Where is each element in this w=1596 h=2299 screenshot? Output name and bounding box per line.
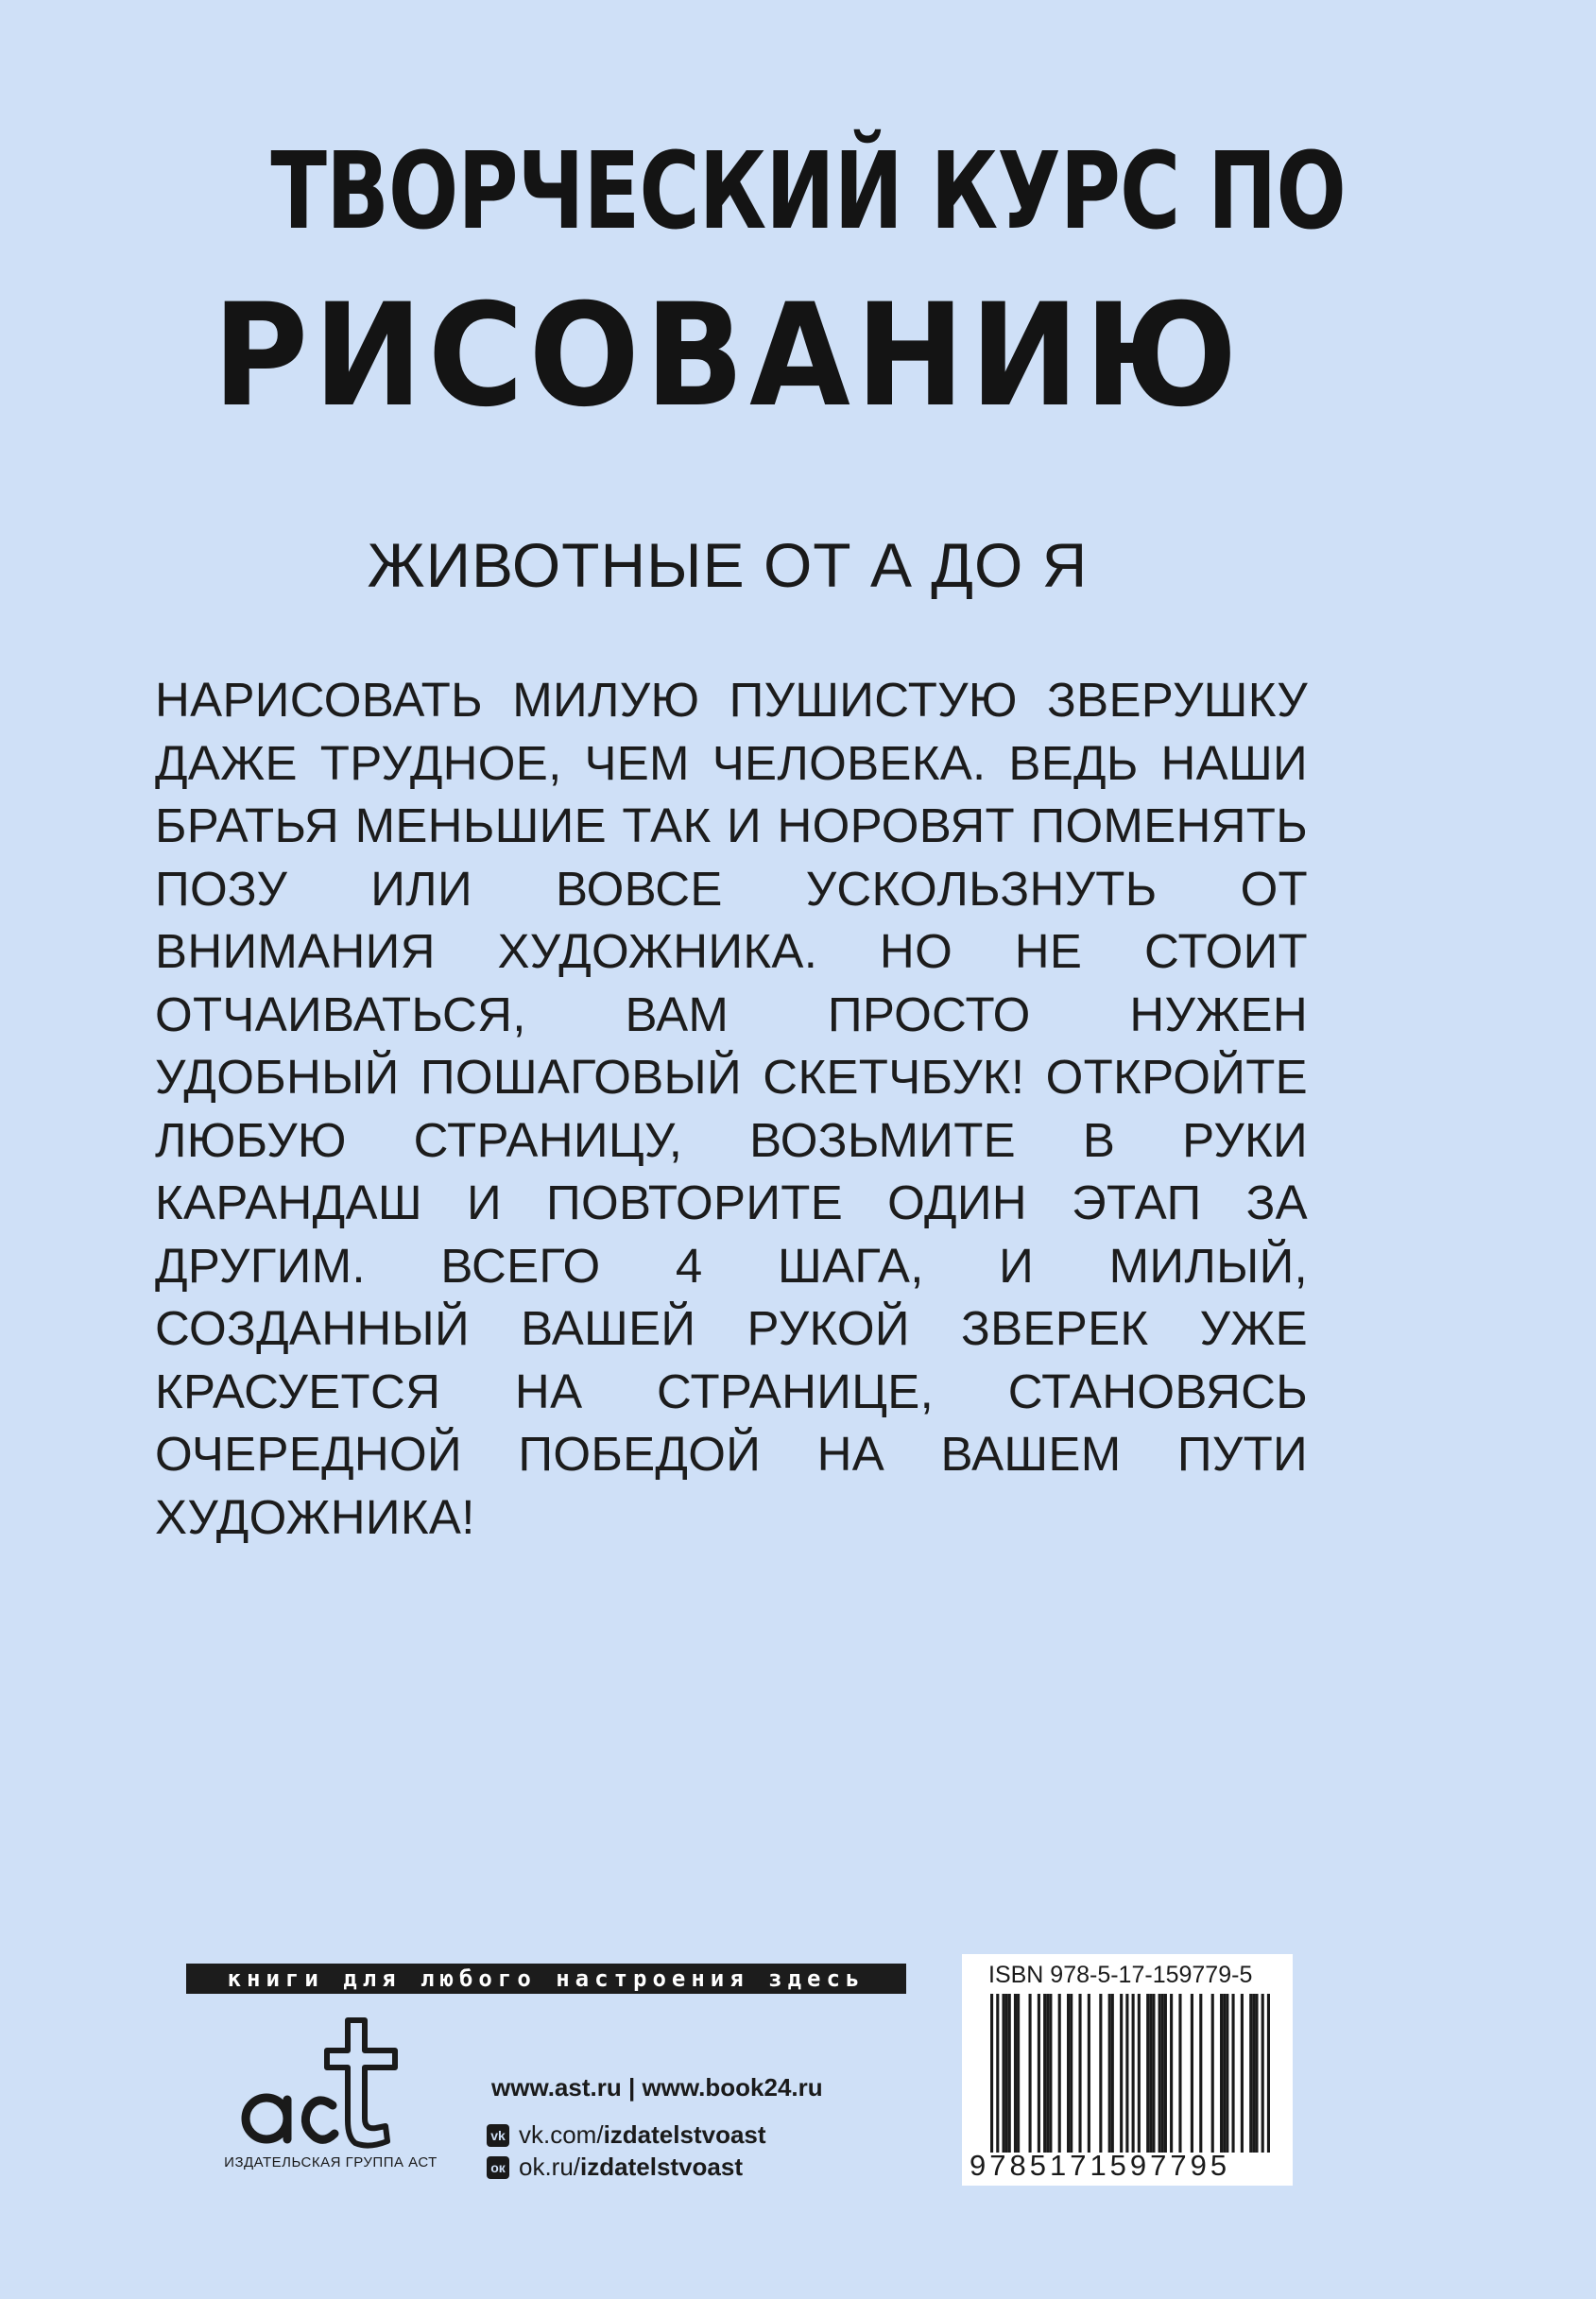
barcode-bar (1111, 1994, 1114, 2153)
ok-handle: izdatelstvoast (580, 2153, 743, 2181)
barcode-bar (1017, 1994, 1020, 2153)
barcode-bar (1223, 1994, 1226, 2153)
barcode-bar (1211, 1994, 1214, 2153)
barcode-bar (1038, 1994, 1040, 2153)
barcode-bar (990, 1994, 993, 2153)
ok-prefix: ok.ru/ (519, 2153, 581, 2181)
barcode-bar (1149, 1994, 1152, 2153)
book-title-line-1: ТВОРЧЕСКИЙ КУРС ПО (270, 130, 1346, 253)
barcode-bar (1014, 1994, 1017, 2153)
book-subtitle: ЖИВОТНЫЕ ОТ А ДО Я (367, 530, 1089, 600)
ok-icon: ок (487, 2156, 509, 2179)
slogan-text: книги для любого настроения здесь (227, 1965, 866, 1992)
barcode-bar (1220, 1994, 1223, 2153)
barcode-bar (1005, 1994, 1008, 2153)
barcode-bar (1146, 1994, 1149, 2153)
ok-link[interactable] (487, 2153, 743, 2182)
barcode-bar (1108, 1994, 1111, 2153)
isbn-label: ISBN 978-5-17-159779-5 (988, 1962, 1253, 1988)
publisher-websites[interactable]: www.ast.ru | www.book24.ru (491, 2073, 823, 2102)
ast-logo-icon (227, 2013, 416, 2154)
barcode-bar (1029, 1994, 1032, 2153)
barcode-bar (1199, 1994, 1202, 2153)
barcode-bar (1138, 1994, 1141, 2153)
barcode-bar (1249, 1994, 1252, 2153)
barcode-bar (1120, 1994, 1123, 2153)
barcode-bar (1161, 1994, 1164, 2153)
barcode-bar (1088, 1994, 1090, 2153)
barcode-bar (1191, 1994, 1193, 2153)
barcode-bar (1046, 1994, 1049, 2153)
barcode-bar (1226, 1994, 1228, 2153)
barcode-bar (1008, 1994, 1011, 2153)
barcode-bar (1049, 1994, 1052, 2153)
vk-prefix: vk.com/ (519, 2120, 604, 2149)
barcode-bar (1170, 1994, 1173, 2153)
barcode-bar (1231, 1994, 1234, 2153)
barcode-bar (1043, 1994, 1046, 2153)
barcode-bar (1067, 1994, 1070, 2153)
barcode-bar (1241, 1994, 1244, 2153)
barcode-bar (1125, 1994, 1128, 2153)
barcode-bar (1267, 1994, 1270, 2153)
barcode-bar (1070, 1994, 1073, 2153)
barcode-bar (1158, 1994, 1161, 2153)
barcode-bar (996, 1994, 999, 2153)
barcode-bar (1261, 1994, 1264, 2153)
isbn-barcode-block (962, 1954, 1293, 2186)
barcode-bar (1132, 1994, 1135, 2153)
vk-icon: vk (487, 2124, 509, 2147)
barcode-bar (1152, 1994, 1155, 2153)
vk-link[interactable] (487, 2120, 766, 2150)
barcode-bar (1002, 1994, 1004, 2153)
barcode-bar (1058, 1994, 1061, 2153)
barcode-bar (1252, 1994, 1255, 2153)
vk-handle: izdatelstvoast (603, 2120, 766, 2149)
barcode-bar (1099, 1994, 1102, 2153)
barcode-bar (1255, 1994, 1258, 2153)
barcode-icon (990, 1994, 1270, 2153)
barcode-bar (1164, 1994, 1167, 2153)
barcode-bar (1178, 1994, 1181, 2153)
barcode-digits: 9785171597795 (970, 2149, 1231, 2182)
publisher-caption: ИЗДАТЕЛЬСКАЯ ГРУППА АСТ (224, 2154, 438, 2170)
barcode-bar (1078, 1994, 1081, 2153)
book-title-line-2: РИСОВАНИЮ (213, 274, 1243, 438)
book-description: НАРИСОВАТЬ МИЛУЮ ПУШИСТУЮ ЗВЕРУШКУ ДАЖЕ ТРУДНОЕ, ЧЕМ ЧЕЛОВЕКА. ВЕДЬ НАШИ БРАТЬЯ МЕНЬШИЕ ТАК И НОРОВЯТ ПОМЕНЯТЬ ПОЗУ ИЛИ ВОВСЕ УСКОЛЬЗНУТЬ ОТ ВНИМАНИЯ ХУДОЖНИКА. НО НЕ СТОИТ ОТЧАИВАТЬСЯ, ВАМ ПРОСТО НУЖЕН УДОБНЫЙ ПОШАГОВЫЙ СКЕТЧБУК! ОТКРОЙТЕ ЛЮБУЮ СТРАНИЦУ, ВОЗЬМИТЕ В РУКИ КАРАНДАШ И ПОВТОРИТЕ ОДИН ЭТАП ЗА ДРУГИМ. ВСЕГО 4 ШАГА, И МИЛЫЙ, СОЗДАННЫЙ ВАШЕЙ РУКОЙ ЗВЕРЕК УЖЕ КРАСУЕТСЯ НА СТРАНИЦЕ, СТАНОВЯСЬ ОЧЕРЕДНОЙ ПОБЕДОЙ НА ВАШЕМ ПУТИ ХУДОЖНИКА! (155, 673, 1308, 1544)
slogan-bar (186, 1964, 906, 1994)
